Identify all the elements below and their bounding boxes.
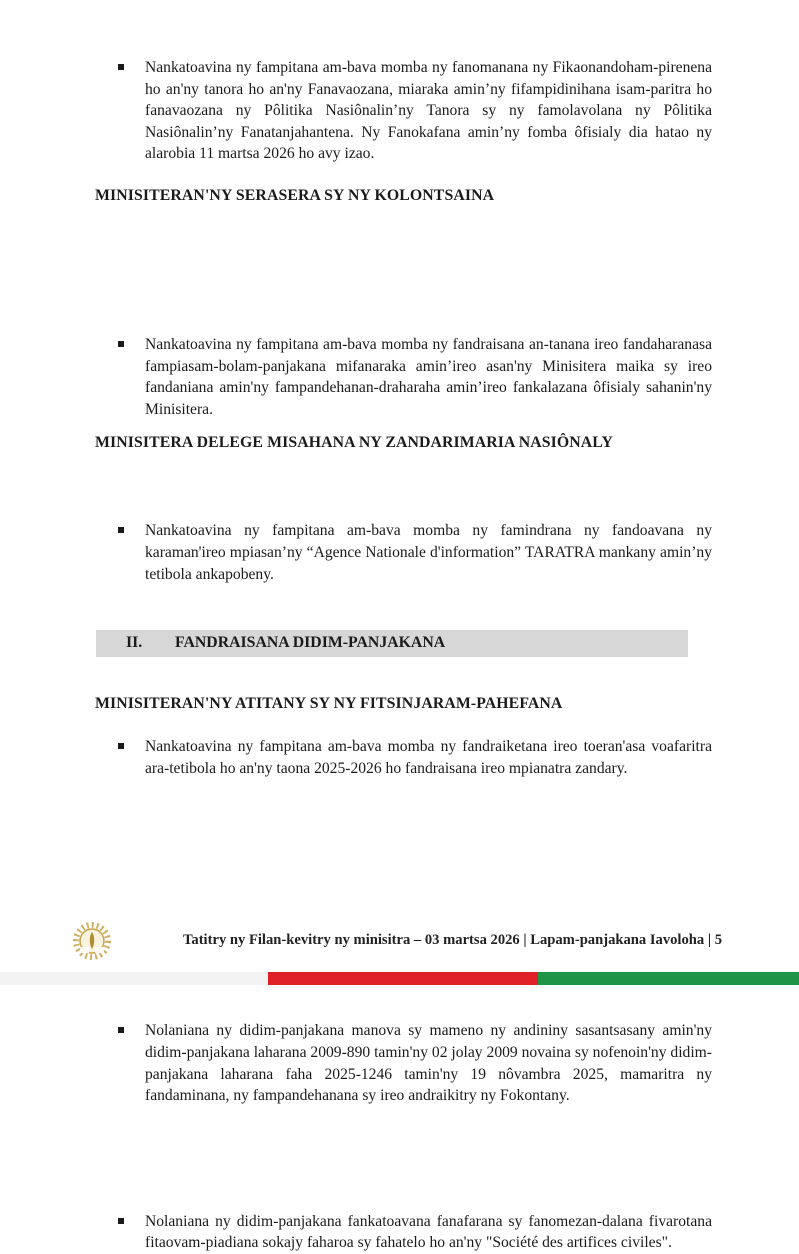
paragraph-text: Nankatoavina ny fampitana am-bava momba ny famindrana ny fandoavana ny karaman'ireo mpiasan’ny “Agence Nationale d'information” TARATRA mankany amin’ny tetibola ankapobeny. [145, 522, 712, 583]
footer-caption [183, 932, 722, 949]
bullet-icon [118, 1027, 124, 1033]
section-heading-atitany: MINISITERAN'NY ATITANY SY NY FITSINJARAM-PAHEFANA [95, 695, 563, 712]
list-item [95, 520, 712, 585]
flag-white-segment [0, 972, 268, 985]
bullet-icon [118, 64, 124, 70]
part-banner [96, 630, 688, 657]
page-number: 5 [714, 932, 722, 948]
list-item [95, 57, 712, 165]
paragraph-text: Nankatoavina ny fampitana am-bava momba ny fandraisana an-tanana ireo fandaharanasa fampiasam-bolam-panjakana mifanaraka amin’ireo asan'ny Minisitera maika sy ireo fandaniana amin'ny fampandehanan-draharaha amin’ireo fankalazana ôfisialy sahanin'ny Minisitera. [145, 335, 712, 418]
part-banner-number: II. [126, 634, 143, 651]
flag-red-segment [268, 972, 538, 985]
paragraph-text: Nankatoavina ny fampitana am-bava momba ny fanomanana ny Fikaonandoham-pirenena ho an'ny tanora ho an'ny Fanavaozana, miaraka amin’ny fifampidinihana isam-paritra ho fanavaozana ny Pôlitika Nasiônalin’ny Tanora sy ny famolavolana ny Pôlitika Nasiônalin’ny Fanatanjahantena. Ny Fanokafana amin’ny fomba ôfisialy dia hatao ny alarobia 11 martsa 2026 ho avy izao. [145, 59, 712, 163]
list-item [95, 1211, 712, 1254]
paragraph-text: Nolaniana ny didim-panjakana manova sy mameno ny andininy sasantsasany amin'ny didim-panjakana laharana 2009-890 tamin'ny 02 jolay 2009 novaina sy nofenoin'ny didim-panjakana laharana faha 2025-1246 tamin'ny 19 nôvambra 2025, mamaritra ny fandaminana, ny fampandehanana sy ireo andraikitry ny Fokontany. [145, 1022, 712, 1105]
flag-green-segment [538, 972, 799, 985]
section-heading-zandarimaria: MINISITERA DELEGE MISAHANA NY ZANDARIMARIA NASIÔNALY [95, 434, 613, 451]
paragraph-text: Nolaniana ny didim-panjakana fankatoavana fanafarana sy fanomezan-dalana fivarotana fitaovam-piadiana sokajy faharoa sy fahatelo ho an'ny "Société des artifices civiles". [145, 1212, 712, 1252]
footer-caption-text: Tatitry ny Filan-kevitry ny minisitra – 03 martsa 2026 | Lapam-panjakana Iavoloha | [183, 932, 715, 948]
bullet-icon [118, 527, 124, 533]
bullet-icon [118, 341, 124, 347]
list-item [95, 1020, 712, 1106]
section-heading-serasera: MINISITERAN'NY SERASERA SY NY KOLONTSAINA [95, 187, 495, 204]
state-seal-logo [72, 920, 112, 964]
list-item [95, 736, 712, 779]
flag-bar [0, 972, 799, 985]
part-banner-title: FANDRAISANA DIDIM-PANJAKANA [175, 634, 446, 651]
bullet-icon [118, 1218, 124, 1224]
paragraph-text: Nankatoavina ny fampitana am-bava momba ny fandraiketana ireo toeran'asa voafaritra ara-tetibola ho an'ny taona 2025-2026 ho fandraisana ireo mpianatra zandary. [145, 738, 712, 777]
bullet-icon [118, 743, 124, 749]
list-item [95, 334, 712, 420]
sunburst-seal-icon [72, 920, 112, 964]
